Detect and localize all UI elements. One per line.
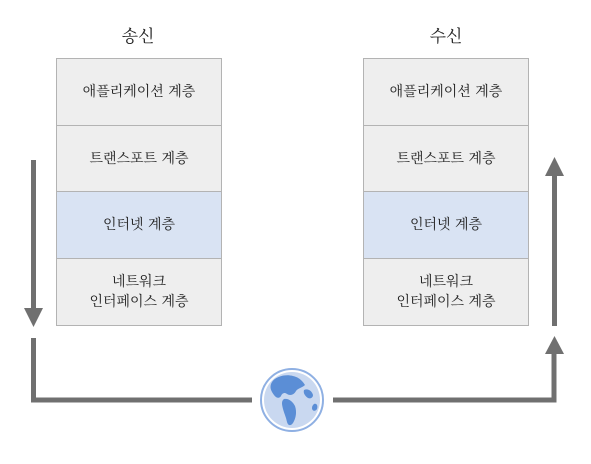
sender-network-interface-layer: 네트워크 인터페이스 계층	[56, 258, 222, 326]
globe-icon	[261, 369, 323, 431]
network-to-receiver-line	[333, 352, 554, 400]
receiver-internet-layer: 인터넷 계층	[363, 191, 529, 259]
receiver-network-interface-layer: 네트워크 인터페이스 계층	[363, 258, 529, 326]
receiver-transport-layer: 트랜스포트 계층	[363, 125, 529, 193]
sender-transport-layer: 트랜스포트 계층	[56, 125, 222, 193]
sender-application-layer: 애플리케이션 계층	[56, 58, 222, 126]
sender-to-network-line	[34, 338, 253, 400]
up-arrow-icon	[545, 157, 564, 326]
receiver-application-layer: 애플리케이션 계층	[363, 58, 529, 126]
down-arrow-icon	[24, 160, 43, 327]
sender-title: 송신	[121, 27, 155, 47]
receiver-title: 수신	[429, 27, 463, 47]
receiver-entry-arrowhead	[545, 336, 564, 354]
sender-internet-layer: 인터넷 계층	[56, 191, 222, 259]
